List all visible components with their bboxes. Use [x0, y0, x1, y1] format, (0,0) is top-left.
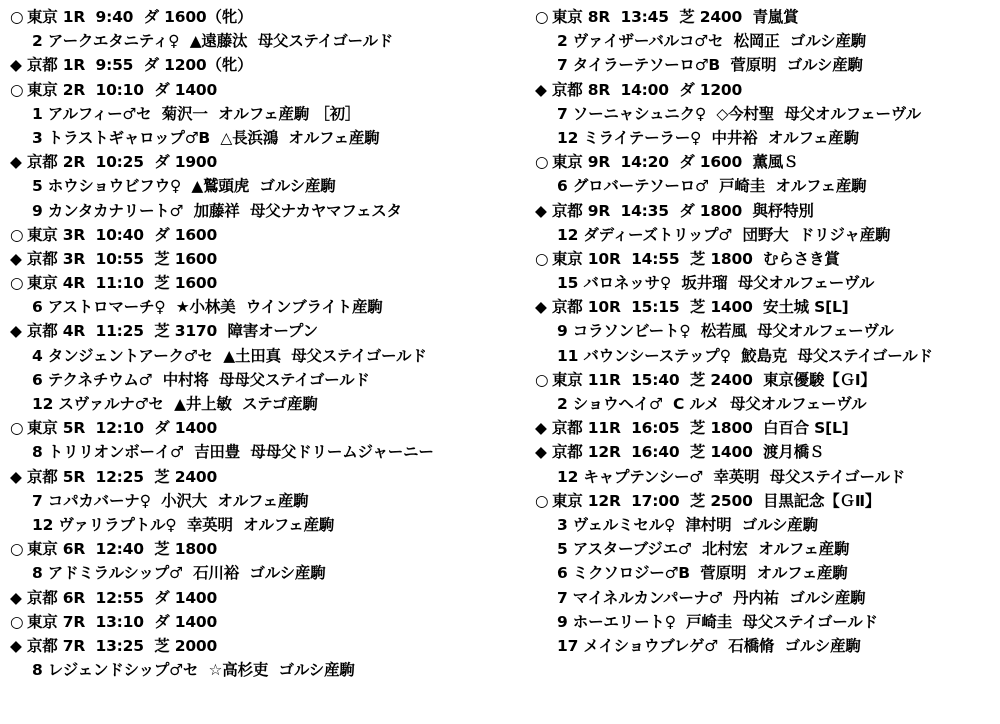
- race-info-text: 東京 10R 14:55 芝 1800 むらさき賞: [552, 249, 840, 268]
- race-header: [535, 440, 995, 464]
- horse-info-text: 12 スヴァルナ♂セ ▲井上敏 ステゴ産駒: [32, 395, 318, 413]
- horse-info-text: 5 アスターブジエ♂ 北村宏 オルフェ産駒: [557, 540, 850, 559]
- race-info-text: 京都 12R 16:40 芝 1400 渡月橋Ｓ: [552, 443, 825, 462]
- kyoto-diamond-marker: ◆: [10, 467, 22, 486]
- tokyo-circle-marker: ○: [10, 8, 24, 26]
- race-header: [10, 537, 510, 561]
- horse-info-text: 12 ダディーズトリップ♂ 団野大 ドリジャ産駒: [557, 225, 891, 244]
- horse-entry: [10, 344, 510, 368]
- race-header: [10, 247, 510, 271]
- race-header: [10, 416, 510, 440]
- race-header: [535, 295, 995, 319]
- horse-entry: [535, 174, 995, 198]
- horse-entry: [535, 561, 995, 585]
- horse-info-text: 3 ヴェルミセル♀ 津村明 ゴルシ産駒: [557, 515, 818, 534]
- race-header: [535, 416, 995, 440]
- horse-info-text: 6 テクネチウム♂ 中村将 母母父ステイゴールド: [32, 370, 370, 389]
- kyoto-diamond-marker: ◆: [10, 56, 22, 75]
- race-header: [10, 319, 510, 343]
- horse-entry: [10, 513, 510, 537]
- horse-entry: [535, 392, 995, 416]
- horse-info-text: 8 アドミラルシップ♂ 石川裕 ゴルシ産駒: [32, 564, 326, 583]
- kyoto-diamond-marker: ◆: [535, 443, 547, 462]
- horse-info-text: 7 マイネルカンパーナ♂ 丹内祐 ゴルシ産駒: [557, 588, 866, 607]
- horse-entry: [535, 513, 995, 537]
- horse-entry: [535, 586, 995, 610]
- tokyo-circle-marker: ○: [10, 274, 24, 293]
- horse-entry: [535, 634, 995, 658]
- horse-entry: [535, 319, 995, 343]
- race-info-text: 東京 8R 13:45 芝 2400 青嵐賞: [552, 8, 799, 26]
- horse-entry: [535, 53, 995, 77]
- race-header: [535, 247, 995, 271]
- horse-info-text: 1 アルフィー♂セ 菊沢一 オルフェ産駒 ［初］: [32, 104, 361, 123]
- horse-info-text: 3 トラストギャロップ♂B △長浜鴻 オルフェ産駒: [32, 128, 380, 147]
- race-info-text: 東京 2R 10:10 ダ 1400: [27, 80, 218, 99]
- left-column: [10, 5, 510, 682]
- race-info-text: 京都 5R 12:25 芝 2400: [27, 467, 218, 486]
- race-header: [10, 271, 510, 295]
- race-info-text: 東京 6R 12:40 芝 1800: [27, 540, 218, 559]
- race-header: [10, 223, 510, 247]
- horse-entry: [535, 126, 995, 150]
- race-header: [10, 586, 510, 610]
- race-info-text: 東京 5R 12:10 ダ 1400: [27, 419, 218, 438]
- tokyo-circle-marker: ○: [535, 153, 549, 172]
- horse-info-text: 6 アストロマーチ♀ ★小林美 ウインブライト産駒: [32, 298, 383, 317]
- horse-entry: [535, 537, 995, 561]
- right-column: [535, 5, 995, 658]
- horse-info-text: 17 メイショウブレゲ♂ 石橋脩 ゴルシ産駒: [557, 636, 861, 655]
- horse-info-text: 4 タンジェントアーク♂セ ▲土田真 母父ステイゴールド: [32, 346, 427, 365]
- race-header: [535, 199, 995, 223]
- race-info-text: 京都 2R 10:25 ダ 1900: [27, 153, 218, 172]
- horse-entry: [535, 465, 995, 489]
- horse-entry: [10, 199, 510, 223]
- tokyo-circle-marker: ○: [535, 8, 549, 26]
- race-header: [535, 368, 995, 392]
- horse-entry: [10, 440, 510, 464]
- race-info-text: 京都 6R 12:55 ダ 1400: [27, 588, 218, 607]
- race-header: [10, 5, 510, 29]
- race-info-text: 京都 1R 9:55 ダ 1200（牝）: [27, 56, 253, 75]
- horse-entry: [10, 658, 510, 682]
- horse-info-text: 2 ショウヘイ♂ C ルメ 母父オルフェーヴル: [557, 395, 867, 413]
- kyoto-diamond-marker: ◆: [10, 153, 22, 172]
- tokyo-circle-marker: ○: [535, 249, 549, 268]
- horse-info-text: 7 コパカバーナ♀ 小沢大 オルフェ産駒: [32, 491, 309, 510]
- kyoto-diamond-marker: ◆: [535, 419, 547, 438]
- horse-info-text: 9 カンタカナリート♂ 加藤祥 母父ナカヤマフェスタ: [32, 201, 402, 220]
- horse-info-text: 2 アークエタニティ♀ ▲遠藤汰 母父ステイゴールド: [32, 32, 394, 51]
- horse-entry: [535, 344, 995, 368]
- race-info-text: 東京 1R 9:40 ダ 1600（牝）: [27, 8, 253, 26]
- tokyo-circle-marker: ○: [10, 612, 24, 631]
- race-header: [10, 53, 510, 77]
- horse-info-text: 12 キャプテンシー♂ 幸英明 母父ステイゴールド: [557, 467, 906, 486]
- horse-entry: [10, 102, 510, 126]
- horse-info-text: 12 ミライテーラー♀ 中井裕 オルフェ産駒: [557, 128, 859, 147]
- kyoto-diamond-marker: ◆: [10, 322, 22, 341]
- kyoto-diamond-marker: ◆: [535, 298, 547, 317]
- race-info-text: 京都 3R 10:55 芝 1600: [27, 249, 218, 268]
- race-info-text: 京都 11R 16:05 芝 1800 白百合 S[L]: [552, 419, 849, 438]
- horse-info-text: 15 バロネッサ♀ 坂井瑠 母父オルフェーヴル: [557, 274, 875, 293]
- horse-info-text: 6 グロバーテソーロ♂ 戸崎圭 オルフェ産駒: [557, 177, 867, 196]
- tokyo-circle-marker: ○: [535, 370, 549, 389]
- horse-entry: [10, 489, 510, 513]
- horse-info-text: 9 コラソンビート♀ 松若風 母父オルフェーヴル: [557, 322, 894, 341]
- race-header: [535, 150, 995, 174]
- race-info-text: 東京 4R 11:10 芝 1600: [27, 274, 218, 293]
- race-info-text: 京都 10R 15:15 芝 1400 安土城 S[L]: [552, 298, 849, 317]
- race-header: [10, 634, 510, 658]
- race-header: [535, 5, 995, 29]
- race-info-text: 東京 9R 14:20 ダ 1600 薫風Ｓ: [552, 153, 799, 172]
- tokyo-circle-marker: ○: [10, 225, 24, 244]
- kyoto-diamond-marker: ◆: [10, 249, 22, 268]
- horse-entry: [535, 29, 995, 53]
- horse-entry: [10, 174, 510, 198]
- race-header: [10, 78, 510, 102]
- horse-entry: [10, 126, 510, 150]
- horse-entry: [10, 561, 510, 585]
- horse-info-text: 7 ソーニャシュニク♀ ◇今村聖 母父オルフェーヴル: [557, 104, 921, 123]
- horse-entry: [10, 295, 510, 319]
- horse-entry: [535, 102, 995, 126]
- horse-info-text: 7 タイラーテソーロ♂B 菅原明 ゴルシ産駒: [557, 56, 863, 75]
- race-header: [10, 150, 510, 174]
- race-info-text: 京都 9R 14:35 ダ 1800 與杼特別: [552, 201, 814, 220]
- horse-info-text: 8 レジェンドシップ♂セ ☆高杉吏 ゴルシ産駒: [32, 661, 355, 680]
- horse-entry: [10, 368, 510, 392]
- horse-info-text: 8 トリリオンボーイ♂ 吉田豊 母母父ドリームジャーニー: [32, 443, 434, 462]
- race-info-text: 東京 12R 17:00 芝 2500 目黒記念【ＧⅡ】: [552, 491, 881, 510]
- horse-entry: [10, 392, 510, 416]
- horse-info-text: 2 ヴァイザーバルコ♂セ 松岡正 ゴルシ産駒: [557, 32, 867, 51]
- race-title-emphasis: 東京優駿【ＧⅠ】: [763, 370, 876, 389]
- kyoto-diamond-marker: ◆: [535, 201, 547, 220]
- race-info-text: 東京 7R 13:10 ダ 1400: [27, 612, 218, 631]
- race-info-text: 京都 4R 11:25 芝 3170 障害オープン: [27, 322, 318, 341]
- horse-info-text: 12 ヴァリラプトル♀ 幸英明 オルフェ産駒: [32, 515, 335, 534]
- kyoto-diamond-marker: ◆: [10, 588, 22, 607]
- kyoto-diamond-marker: ◆: [535, 80, 547, 99]
- horse-info-text: 11 バウンシーステップ♀ 鮫島克 母父ステイゴールド: [557, 346, 933, 365]
- horse-entry: [535, 271, 995, 295]
- horse-entry: [535, 610, 995, 634]
- race-header: [535, 489, 995, 513]
- race-header: [535, 78, 995, 102]
- horse-info-text: 9 ホーエリート♀ 戸崎圭 母父ステイゴールド: [557, 612, 878, 631]
- tokyo-circle-marker: ○: [10, 540, 24, 559]
- horse-entry: [10, 29, 510, 53]
- race-info-text: 東京 3R 10:40 ダ 1600: [27, 225, 218, 244]
- tokyo-circle-marker: ○: [10, 419, 24, 438]
- race-info-text: 東京 11R 15:40 芝 2400: [552, 370, 764, 389]
- horse-info-text: 5 ホウショウビフウ♀ ▲鷲頭虎 ゴルシ産駒: [32, 177, 336, 196]
- race-info-text: 京都 8R 14:00 ダ 1200: [552, 80, 743, 99]
- tokyo-circle-marker: ○: [535, 491, 549, 510]
- race-header: [10, 465, 510, 489]
- kyoto-diamond-marker: ◆: [10, 636, 22, 655]
- race-info-text: 京都 7R 13:25 芝 2000: [27, 636, 218, 655]
- horse-info-text: 6 ミクソロジー♂B 菅原明 オルフェ産駒: [557, 564, 848, 583]
- race-header: [10, 610, 510, 634]
- tokyo-circle-marker: ○: [10, 80, 24, 99]
- horse-entry: [535, 223, 995, 247]
